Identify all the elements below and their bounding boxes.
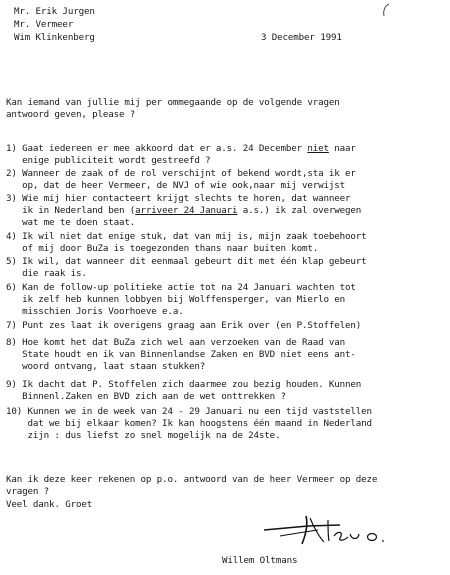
- question-3-line-3: wat me te doen staat.: [6, 217, 136, 228]
- question-5-line-1: 5) Ik wil, dat wanneer dit eenmaal gebeurt dit met één klap gebeurt: [6, 256, 367, 267]
- question-3-line-1: 3) Wie mij hier contacteert krijgt slechts te horen, dat wanneer: [6, 193, 351, 204]
- intro-line-1: Kan iemand van jullie mij per ommegaande op de volgende vragen: [6, 97, 340, 108]
- question-6-line-2: ik zelf heb kunnen lobbyen bij Wolffensperger, van Mierlo en: [6, 294, 346, 305]
- arrival-underline: arriveer 24 Januari: [135, 205, 238, 216]
- question-1-line-1: 1) Gaat iedereen er mee akkoord dat er a.s. 24 December niet naar: [6, 143, 356, 154]
- question-7-line-1: 7) Punt zes laat ik overigens graag aan Erik over (en P.Stoffelen): [6, 320, 362, 331]
- question-8-line-1: 8) Hoe komt het dat BuZa zich wel aan verzoeken van de Raad van: [6, 337, 346, 348]
- pen-mark: [381, 3, 391, 17]
- question-1-line-2: enige publiciteit wordt gestreefd ?: [6, 155, 211, 166]
- question-8-line-2: State houdt en ik van Binnenlandse Zaken en BVD niet eens ant-: [6, 349, 356, 360]
- question-9-line-2: Binnenl.Zaken en BVD zich aan de wet onttrekken ?: [6, 391, 286, 402]
- closing-line-2: vragen ?: [6, 486, 50, 497]
- question-2-line-1: 2) Wanneer de zaak of de rol verschijnt of bekend wordt,sta ik er: [6, 168, 356, 179]
- question-6-line-3: misschien Joris Voorhoeve e.a.: [6, 306, 184, 317]
- addressee-1: Mr. Erik Jurgen: [14, 6, 95, 17]
- addressee-3: Wim Klinkenberg: [14, 32, 95, 43]
- emphasis-underline: niet: [307, 143, 329, 154]
- handwritten-signature: [262, 508, 392, 548]
- question-8-line-3: woord ontvang, laat staan stukken?: [6, 361, 206, 372]
- question-2-line-2: op, dat de heer Vermeer, de NVJ of wie ook,naar mij verwijst: [6, 180, 346, 191]
- addressee-2: Mr. Vermeer: [14, 19, 74, 30]
- question-4-line-1: 4) Ik wil niet dat enige stuk, dat van mij is, mijn zaak toebehoort: [6, 231, 367, 242]
- question-9-line-1: 9) Ik dacht dat P. Stoffelen zich daarmee zou bezig houden. Kunnen: [6, 379, 362, 390]
- signatory-name: Willem Oltmans: [222, 555, 298, 566]
- question-10-line-3: zijn : dus liefst zo snel mogelijk na de 24ste.: [6, 430, 281, 441]
- letter-date: 3 December 1991: [261, 32, 342, 43]
- question-5-line-2: die raak is.: [6, 268, 87, 279]
- question-10-line-1: 10) Kunnen we in de week van 24 - 29 Januari nu een tijd vaststellen: [6, 406, 372, 417]
- intro-line-2: antwoord geven, please ?: [6, 109, 136, 120]
- question-4-line-2: of mij door BuZa is toegezonden thans naar buiten komt.: [6, 243, 319, 254]
- question-6-line-1: 6) Kan de follow-up politieke actie tot na 24 Januari wachten tot: [6, 282, 356, 293]
- closing-line-1: Kan ik deze keer rekenen op p.o. antwoord van de heer Vermeer op deze: [6, 474, 378, 485]
- closing-line-3: Veel dank. Groet: [6, 499, 93, 510]
- question-3-line-2: ik in Nederland ben (arriveer 24 Januari a.s.) ik zal overwegen: [6, 205, 362, 216]
- question-10-line-2: dat we bij elkaar komen? Ik kan hoogstens één maand in Nederland: [6, 418, 372, 429]
